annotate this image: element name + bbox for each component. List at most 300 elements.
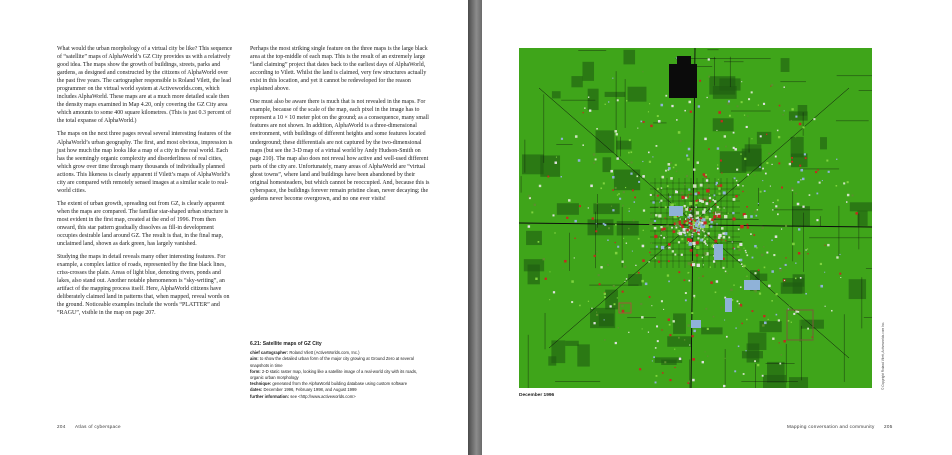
building-pixel: [778, 319, 780, 321]
building-pixel: [807, 253, 808, 254]
building-pixel: [708, 235, 709, 236]
building-pixel: [798, 252, 800, 254]
building-pixel: [723, 236, 726, 239]
building-pixel: [710, 225, 712, 227]
building-pixel: [840, 277, 841, 278]
caption-label: dates:: [250, 387, 263, 393]
building-pixel: [704, 208, 706, 210]
building-pixel: [658, 207, 660, 209]
caption-text: to show the detailed urban form of the major city growing at Ground Zero at several snapshots in time: [250, 356, 414, 368]
building-pixel: [643, 230, 644, 231]
building-pixel: [747, 226, 749, 228]
building-pixel: [750, 215, 753, 218]
building-pixel: [705, 174, 707, 176]
building-pixel: [596, 312, 597, 313]
building-pixel: [648, 111, 649, 112]
building-pixel: [791, 322, 792, 323]
building-pixel: [773, 254, 775, 256]
building-pixel: [741, 81, 742, 82]
building-pixel: [799, 165, 801, 167]
building-pixel: [825, 245, 826, 246]
building-pixel: [564, 260, 567, 263]
building-pixel: [754, 290, 756, 292]
building-pixel: [754, 272, 756, 274]
building-pixel: [737, 300, 739, 302]
map-background: [519, 48, 872, 388]
building-pixel: [687, 207, 688, 208]
building-pixel: [691, 234, 693, 236]
building-pixel: [643, 209, 645, 211]
building-pixel: [652, 360, 653, 361]
building-pixel: [588, 301, 589, 302]
building-pixel: [802, 126, 804, 128]
credit-text: © Copyright Roland Vilett, Activeworlds.com Inc.: [881, 321, 885, 390]
paragraph: The extent of urban growth, spreading out from GZ, is clearly apparent when the maps are compared. The familiar star-shaped urban structure is most evident in the first map, created at the end of 1996. From then onward, this star pattern gradually dissolves as fill-in development occupies desirable land around GZ. The result is that, in the final map, unclaimed land, shown as dark green, has largely vanished.: [57, 200, 229, 248]
building-pixel: [688, 148, 691, 151]
text-column-2: [250, 45, 430, 208]
building-pixel: [778, 208, 780, 210]
building-pixel: [626, 100, 627, 101]
building-pixel: [743, 265, 745, 267]
building-pixel: [561, 176, 562, 177]
building-pixel: [697, 237, 699, 239]
building-pixel: [678, 131, 681, 134]
building-pixel: [676, 119, 678, 121]
building-pixel: [695, 224, 698, 227]
building-pixel: [681, 192, 683, 194]
building-pixel: [766, 134, 767, 135]
building-pixel: [752, 310, 754, 312]
dark-land-patch: [623, 50, 635, 65]
building-pixel: [592, 217, 594, 219]
building-pixel: [754, 211, 756, 213]
building-pixel: [611, 171, 613, 173]
building-pixel: [820, 285, 823, 288]
building-pixel: [658, 120, 661, 123]
building-pixel: [687, 324, 690, 327]
building-pixel: [718, 111, 721, 114]
building-pixel: [693, 184, 696, 187]
building-pixel: [764, 322, 767, 325]
building-pixel: [612, 78, 613, 79]
building-pixel: [791, 161, 793, 163]
building-pixel: [642, 259, 645, 262]
building-pixel: [707, 238, 709, 240]
paragraph: What would the urban morphology of a virtual city be like? This sequence of “satellite” maps of AlphaWorld’s GZ City provides us with a relatively good idea. The maps show the growth of buildings, streets, parks and gardens, as designed and constructed by the citizens of AlphaWorld over the past five years. The cartographer responsible is Roland Vilett, the lead programmer on the virtual world system at Activeworlds.com, which includes AlphaWorld. These maps are at a much more detailed scale then the density maps examined in Map 4.20, only covering the GZ City area which amounts to some 400 square kilometres. (This is just 0.3 percent of the total expanse of AlphaWorld.): [57, 46, 233, 125]
building-pixel: [740, 259, 743, 262]
building-pixel: [713, 316, 715, 318]
building-pixel: [713, 212, 714, 213]
building-pixel: [785, 225, 787, 227]
building-pixel: [721, 227, 724, 230]
building-pixel: [805, 249, 806, 250]
building-pixel: [662, 372, 664, 374]
building-pixel: [805, 157, 807, 159]
building-pixel: [698, 234, 700, 236]
building-pixel: [738, 249, 740, 251]
building-pixel: [839, 273, 841, 275]
building-pixel: [718, 179, 719, 180]
building-pixel: [685, 292, 687, 294]
building-pixel: [596, 223, 597, 224]
building-pixel: [826, 160, 828, 162]
building-pixel: [705, 240, 706, 241]
building-pixel: [556, 157, 557, 158]
dark-land-patch: [798, 105, 807, 116]
building-pixel: [669, 379, 671, 381]
building-pixel: [696, 254, 699, 257]
building-pixel: [654, 220, 656, 222]
building-pixel: [733, 247, 734, 248]
building-pixel: [668, 260, 670, 262]
caption-text: Roland Vilett (ActiveWorlds.com, Inc.): [289, 350, 360, 356]
building-pixel: [704, 177, 706, 179]
building-pixel: [667, 274, 669, 276]
building-pixel: [711, 218, 714, 221]
building-pixel: [740, 286, 742, 288]
page-number-left: [57, 424, 121, 429]
building-pixel: [612, 176, 614, 178]
building-pixel: [625, 187, 626, 188]
building-pixel: [689, 226, 692, 229]
building-pixel: [800, 179, 801, 180]
building-pixel: [642, 328, 643, 329]
building-pixel: [705, 351, 706, 352]
building-pixel: [590, 185, 593, 188]
building-pixel: [744, 115, 745, 116]
building-pixel: [686, 154, 688, 156]
building-pixel: [781, 229, 782, 230]
building-pixel: [763, 103, 765, 105]
building-pixel: [641, 316, 644, 319]
building-pixel: [704, 237, 705, 238]
building-pixel: [690, 223, 692, 225]
building-pixel: [672, 250, 674, 252]
land-claim-black-area: [669, 64, 697, 98]
building-pixel: [772, 338, 774, 340]
building-pixel: [596, 314, 598, 316]
building-pixel: [762, 180, 763, 181]
building-pixel: [772, 164, 773, 165]
caption-label: form:: [250, 368, 261, 374]
building-pixel: [673, 167, 675, 169]
building-pixel: [730, 289, 733, 292]
building-pixel: [678, 230, 680, 232]
building-pixel: [632, 251, 633, 252]
building-pixel: [827, 244, 829, 246]
building-pixel: [663, 309, 664, 310]
building-pixel: [741, 263, 743, 265]
building-pixel: [724, 215, 727, 218]
building-pixel: [742, 266, 743, 267]
building-pixel: [698, 105, 700, 107]
dark-land-patch: [781, 58, 790, 72]
building-pixel: [649, 161, 651, 163]
building-pixel: [649, 252, 650, 253]
building-pixel: [696, 200, 698, 202]
building-pixel: [795, 311, 797, 313]
building-pixel: [693, 330, 695, 332]
building-pixel: [642, 175, 645, 178]
building-pixel: [717, 185, 718, 186]
building-pixel: [604, 319, 605, 320]
building-pixel: [802, 178, 804, 180]
building-pixel: [721, 211, 722, 212]
building-pixel: [791, 120, 792, 121]
building-pixel: [689, 239, 692, 242]
building-pixel: [547, 176, 549, 178]
dark-land-patch: [713, 118, 734, 131]
building-pixel: [772, 209, 773, 210]
building-pixel: [619, 198, 621, 200]
building-pixel: [608, 101, 609, 102]
building-pixel: [710, 266, 711, 267]
building-pixel: [771, 240, 773, 242]
building-pixel: [652, 201, 654, 203]
building-pixel: [657, 195, 659, 197]
building-pixel: [764, 267, 766, 269]
building-pixel: [708, 76, 710, 78]
building-pixel: [615, 252, 618, 255]
building-pixel: [648, 261, 649, 262]
building-pixel: [655, 214, 657, 216]
building-pixel: [669, 334, 671, 336]
building-pixel: [655, 257, 656, 258]
building-pixel: [561, 138, 563, 140]
building-pixel: [681, 254, 683, 256]
building-pixel: [696, 211, 699, 214]
building-pixel: [604, 224, 606, 226]
building-pixel: [727, 273, 728, 274]
building-pixel: [657, 115, 659, 117]
building-pixel: [775, 235, 778, 238]
caption-row: [250, 356, 430, 368]
paragraph: The maps on the next three pages reveal several interesting features of the AlphaWorld’s urban geography. The first, and most obvious, impression is just how much the map looks like a map of a city in the real world. Each has the seemingly organic complexity and disorderliness of real cities, which grow over time through many thousands of individually planned actions. This likeness is clearly apparent if Vilett’s maps of AlphaWorld’s city are compared with remotely sensed images at a similar scale to real-world cities.: [57, 131, 233, 194]
building-pixel: [673, 320, 675, 322]
building-pixel: [579, 205, 581, 207]
building-pixel: [800, 277, 802, 279]
building-pixel: [793, 313, 795, 315]
building-pixel: [737, 105, 739, 107]
building-pixel: [726, 336, 728, 338]
building-pixel: [628, 228, 629, 229]
building-pixel: [795, 193, 797, 195]
building-pixel: [623, 238, 624, 239]
building-pixel: [725, 271, 727, 273]
building-pixel: [781, 354, 783, 356]
building-pixel: [600, 187, 602, 189]
building-pixel: [757, 364, 759, 366]
building-pixel: [638, 238, 640, 240]
building-pixel: [692, 263, 695, 266]
building-pixel: [710, 208, 712, 210]
building-pixel: [758, 269, 760, 271]
caption-label: further information:: [250, 393, 290, 399]
building-pixel: [734, 370, 736, 372]
building-pixel: [616, 133, 618, 135]
building-pixel: [676, 171, 677, 172]
building-pixel: [759, 292, 761, 294]
building-pixel: [685, 208, 688, 211]
building-pixel: [616, 157, 618, 159]
building-pixel: [740, 225, 743, 228]
building-pixel: [614, 303, 616, 305]
building-pixel: [679, 220, 681, 222]
building-pixel: [771, 270, 774, 273]
building-pixel: [779, 363, 781, 365]
building-pixel: [762, 168, 764, 170]
running-head: Mapping conversation and community: [787, 424, 875, 429]
building-pixel: [809, 194, 811, 196]
building-pixel: [831, 310, 833, 312]
building-pixel: [807, 248, 808, 249]
building-pixel: [824, 272, 825, 273]
building-pixel: [689, 214, 692, 217]
building-pixel: [656, 145, 658, 147]
building-pixel: [679, 140, 681, 142]
building-pixel: [716, 226, 718, 228]
building-pixel: [747, 224, 749, 226]
building-pixel: [788, 320, 790, 322]
building-pixel: [615, 224, 616, 225]
building-pixel: [621, 261, 623, 263]
building-pixel: [679, 358, 681, 360]
building-pixel: [785, 264, 787, 266]
building-pixel: [791, 157, 793, 159]
building-pixel: [724, 232, 727, 235]
building-pixel: [718, 193, 720, 195]
dark-land-patch: [617, 221, 639, 235]
building-pixel: [698, 228, 700, 230]
building-pixel: [773, 202, 774, 203]
building-pixel: [707, 184, 710, 187]
building-pixel: [702, 276, 703, 277]
building-pixel: [650, 125, 652, 127]
building-pixel: [630, 151, 632, 153]
building-pixel: [688, 381, 690, 383]
building-pixel: [759, 166, 761, 168]
building-pixel: [762, 324, 764, 326]
building-pixel: [737, 184, 739, 186]
building-pixel: [650, 214, 652, 216]
building-pixel: [645, 283, 648, 286]
building-pixel: [626, 243, 627, 244]
building-pixel: [653, 356, 655, 358]
building-pixel: [715, 204, 716, 205]
building-pixel: [661, 187, 663, 189]
building-pixel: [639, 368, 641, 370]
building-pixel: [728, 213, 729, 214]
building-pixel: [681, 196, 684, 199]
building-pixel: [776, 314, 778, 316]
building-pixel: [722, 267, 724, 269]
building-pixel: [855, 212, 857, 214]
building-pixel: [717, 206, 719, 208]
building-pixel: [751, 138, 752, 139]
building-pixel: [595, 158, 597, 160]
building-pixel: [630, 173, 632, 175]
building-pixel: [724, 207, 725, 208]
building-pixel: [757, 209, 758, 210]
building-pixel: [779, 269, 782, 272]
building-pixel: [721, 172, 722, 173]
building-pixel: [683, 228, 686, 231]
building-pixel: [735, 195, 737, 197]
building-pixel: [614, 130, 616, 132]
building-pixel: [642, 245, 645, 248]
building-pixel: [716, 263, 717, 264]
building-pixel: [825, 306, 826, 307]
building-pixel: [703, 221, 706, 224]
building-pixel: [761, 226, 763, 228]
building-pixel: [660, 235, 661, 236]
building-pixel: [690, 210, 691, 211]
dark-land-patch: [820, 137, 827, 149]
building-pixel: [596, 251, 598, 253]
building-pixel: [706, 191, 707, 192]
water-body: [714, 244, 723, 260]
building-pixel: [717, 164, 718, 165]
building-pixel: [693, 218, 694, 219]
building-pixel: [714, 200, 717, 203]
building-pixel: [615, 242, 616, 243]
building-pixel: [685, 197, 687, 199]
building-pixel: [740, 304, 741, 305]
building-pixel: [807, 328, 809, 330]
building-pixel: [588, 207, 589, 208]
building-pixel: [738, 259, 740, 261]
text-column-1: [57, 45, 235, 323]
dark-land-patch: [747, 343, 760, 362]
building-pixel: [681, 238, 683, 240]
building-pixel: [714, 220, 716, 222]
building-pixel: [758, 203, 759, 204]
building-pixel: [692, 358, 695, 361]
building-pixel: [710, 221, 712, 223]
building-pixel: [728, 100, 730, 102]
building-pixel: [813, 118, 815, 120]
building-pixel: [678, 271, 680, 273]
building-pixel: [623, 191, 625, 193]
building-pixel: [604, 339, 606, 341]
building-pixel: [571, 280, 574, 283]
building-pixel: [687, 196, 688, 197]
building-pixel: [655, 381, 657, 383]
building-pixel: [642, 161, 643, 162]
building-pixel: [729, 115, 731, 117]
building-pixel: [604, 296, 606, 298]
building-pixel: [637, 128, 638, 129]
building-pixel: [691, 312, 693, 314]
paragraph: Perhaps the most striking single feature on the three maps is the large black area at the top-middle of each map. This is the result of an extremely large “land claiming” project that dates back to the earliest days of AlphaWorld, according to Vilett. Whilst the land is claimed, very few structures actually exist in this location, and yet it cannot be redeveloped for the reason explained above.: [250, 46, 428, 93]
building-pixel: [528, 225, 530, 227]
building-pixel: [743, 373, 745, 375]
building-pixel: [618, 193, 620, 195]
building-pixel: [710, 281, 712, 283]
building-pixel: [720, 184, 723, 187]
building-pixel: [700, 197, 702, 199]
building-pixel: [640, 303, 642, 305]
building-pixel: [768, 285, 771, 288]
building-pixel: [593, 153, 595, 155]
dark-land-patch: [582, 62, 594, 81]
building-pixel: [750, 233, 752, 235]
building-pixel: [820, 263, 822, 265]
building-pixel: [596, 203, 597, 204]
building-pixel: [552, 214, 554, 216]
building-pixel: [732, 212, 734, 214]
building-pixel: [694, 297, 695, 298]
